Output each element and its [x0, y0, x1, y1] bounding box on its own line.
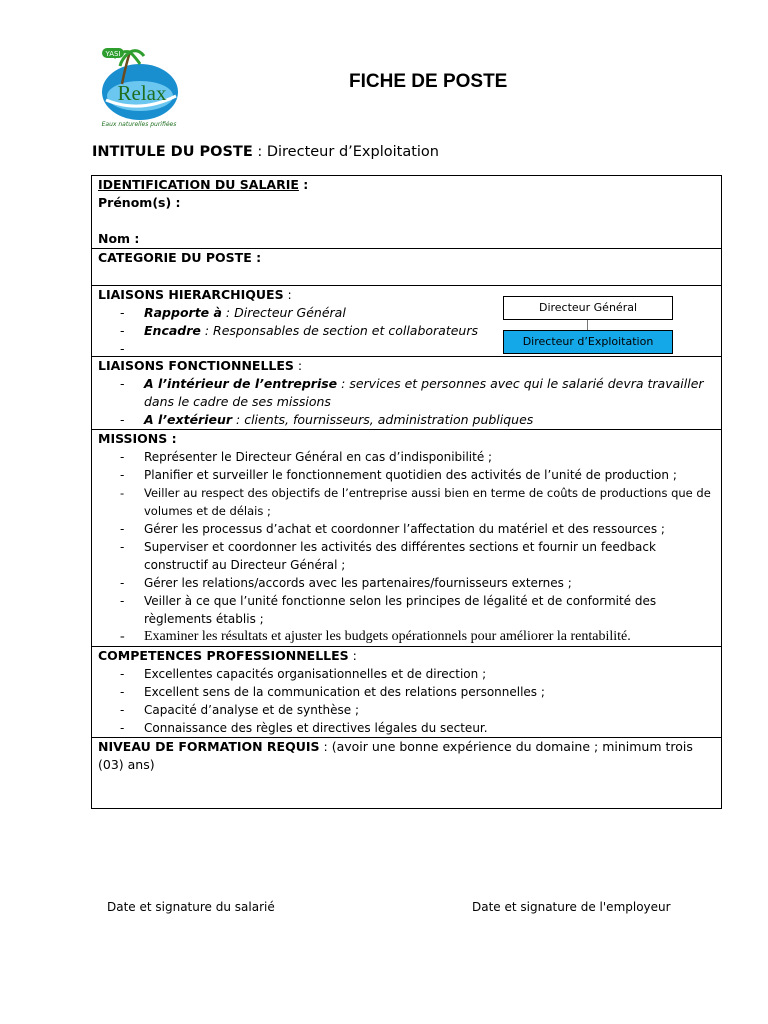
- formation-row: [92, 738, 722, 809]
- logo-badge: YASI: [105, 50, 121, 58]
- liaisons-fonc-suffix: :: [293, 358, 303, 373]
- list-item: [120, 411, 715, 429]
- liaisons-fonc-label: LIAISONS FONCTIONNELLES: [98, 358, 294, 373]
- rapporte-text: : Directeur Général: [221, 305, 346, 320]
- liaisons-fonc-heading: [98, 357, 715, 375]
- identification-heading: [98, 176, 715, 194]
- list-item: - Superviser et coordonner les activités des différentes sections et fournir un feedback constructif au Directeur Général ;: [120, 538, 715, 574]
- org-connector: [587, 320, 588, 330]
- list-item: - Planifier et surveiller le fonctionnement quotidien des activités de l’unité de production ;: [120, 466, 715, 484]
- intitule-label: INTITULE DU POSTE: [92, 144, 253, 160]
- formation-cell: [92, 738, 722, 809]
- org-box-directeur-general: Directeur Général: [503, 296, 673, 320]
- missions-list: [98, 448, 715, 646]
- liaisons-hier-cell: [92, 286, 722, 357]
- liaisons-fonc-list: [98, 375, 715, 429]
- competences-list: [98, 665, 715, 737]
- categorie-heading: CATEGORIE DU POSTE :: [98, 250, 262, 265]
- rapporte-term: Rapporte à: [144, 305, 222, 320]
- blank-line: [98, 212, 715, 230]
- missions-row: [92, 430, 722, 647]
- competences-suffix: :: [348, 648, 357, 663]
- intitule-line: [92, 144, 439, 160]
- list-item: - Examiner les résultats et ajuster les budgets opérationnels pour améliorer la rentabilité.: [120, 628, 715, 646]
- list-item: - Capacité d’analyse et de synthèse ;: [120, 701, 715, 719]
- identification-cell: [92, 176, 722, 249]
- page-title: FICHE DE POSTE: [349, 71, 508, 92]
- list-item: - Excellent sens de la communication et des relations personnelles ;: [120, 683, 715, 701]
- list-item: - Veiller à ce que l’unité fonctionne selon les principes de légalité et de conformité des règlements établis ;: [120, 592, 715, 628]
- encadre-text: : Responsables de section et collaborateurs: [200, 323, 479, 338]
- competences-heading: [98, 647, 715, 665]
- liaisons-hier-suffix: :: [283, 287, 292, 302]
- categorie-row: [92, 249, 722, 286]
- formation-label: NIVEAU DE FORMATION REQUIS: [98, 739, 320, 754]
- list-item: - Gérer les relations/accords avec les partenaires/fournisseurs externes ;: [120, 574, 715, 592]
- identification-suffix: :: [298, 177, 309, 192]
- list-item: - Connaissance des règles et directives légales du secteur.: [120, 719, 715, 737]
- nom-field: Nom :: [98, 231, 140, 246]
- liaisons-fonc-row: [92, 357, 722, 430]
- list-item: - Gérer les processus d’achat et coordonner l’affectation du matériel et des ressources ;: [120, 520, 715, 538]
- prenom-field: Prénom(s) :: [98, 195, 181, 210]
- competences-cell: [92, 647, 722, 738]
- interieur-term: A l’intérieur de l’entreprise: [144, 376, 338, 391]
- missions-heading: MISSIONS :: [98, 431, 177, 446]
- list-item: - Représenter le Directeur Général en cas d’indisponibilité ;: [120, 448, 715, 466]
- list-item: [120, 375, 715, 411]
- exterieur-text: : clients, fournisseurs, administration publiques: [232, 412, 534, 427]
- formation-text: : (avoir une bonne expérience du domaine ; minimum trois (03) ans): [98, 739, 693, 772]
- liaisons-hier-label: LIAISONS HIERARCHIQUES: [98, 287, 284, 302]
- liaisons-fonc-cell: [92, 357, 722, 430]
- competences-label: COMPETENCES PROFESSIONNELLES: [98, 648, 349, 663]
- identification-row: [92, 176, 722, 249]
- liaisons-hier-row: [92, 286, 722, 357]
- intitule-sep: :: [252, 144, 267, 160]
- intitule-value: Directeur d’Exploitation: [266, 144, 439, 160]
- logo-text: Relax: [117, 81, 167, 105]
- logo-tagline: Eaux naturelles purifiées: [101, 121, 177, 128]
- categorie-cell: [92, 249, 722, 286]
- missions-cell: [92, 430, 722, 647]
- list-item: - Veiller au respect des objectifs de l’entreprise aussi bien en terme de coûts de productions que de volumes et de délais ;: [120, 484, 715, 520]
- signature-salarie: Date et signature du salarié: [107, 900, 275, 914]
- signature-employeur: Date et signature de l'employeur: [472, 900, 671, 914]
- company-logo: [92, 44, 186, 134]
- exterieur-term: A l’extérieur: [144, 412, 233, 427]
- identification-label: IDENTIFICATION DU SALARIE: [98, 177, 299, 192]
- competences-row: [92, 647, 722, 738]
- encadre-term: Encadre: [144, 323, 201, 338]
- interieur-text: : services et personnes avec qui le salarié devra travailler dans le cadre de ses missions: [144, 376, 704, 409]
- job-form-table: [91, 175, 722, 809]
- list-item: - Excellentes capacités organisationnelles et de direction ;: [120, 665, 715, 683]
- org-box-directeur-exploitation: Directeur d’Exploitation: [503, 330, 673, 354]
